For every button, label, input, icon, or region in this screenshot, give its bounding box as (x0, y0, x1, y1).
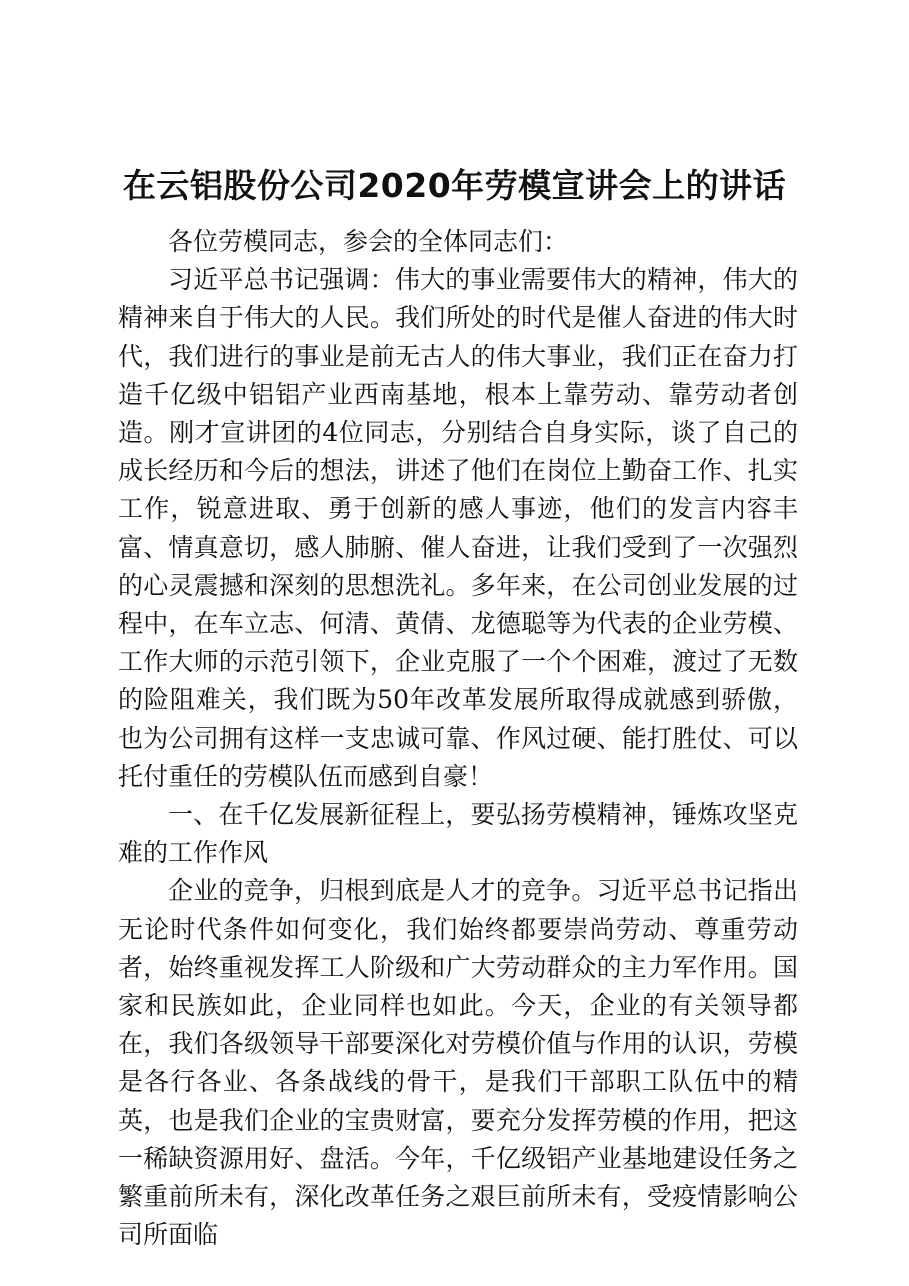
document-body (118, 223, 798, 1254)
section-heading-1: 一、在千亿发展新征程上，要弘扬劳模精神，锤炼攻坚克难的工作作风 (118, 800, 798, 868)
paragraph-section-1: 企业的竞争，归根到底是人才的竞争。习近平总书记指出无论时代条件如何变化，我们始终都要崇尚劳动、尊重劳动者，始终重视发挥工人阶级和广大劳动群众的主力军作用。国家和民族如此，企业同样也如此。今天，企业的有关领导都在，我们各级领导干部要深化对劳模价值与作用的认识，劳模是各行各业、各条战线的骨干，是我们干部职工队伍中的精英，也是我们企业的宝贵财富，要充分发挥劳模的作用，把这一稀缺资源用好、盘活。今年，千亿级铝产业基地建设任务之繁重前所未有，深化改革任务之艰巨前所未有，受疫情影响公司所面临 (118, 876, 798, 1250)
document-title: 在云铝股份公司2020年劳模宣讲会上的讲话 (122, 166, 787, 205)
paragraph-salutation: 各位劳模同志，参会的全体同志们： (168, 227, 569, 256)
paragraph-intro: 习近平总书记强调：伟大的事业需要伟大的精神，伟大的精神来自于伟大的人民。我们所处的时代是催人奋进的伟大时代，我们进行的事业是前无古人的伟大事业，我们正在奋力打造千亿级中铝铝产业西南基地，根本上靠劳动、靠劳动者创造。刚才宣讲团的4位同志，分别结合自身实际，谈了自己的成长经历和今后的想法，讲述了他们在岗位上勤奋工作、扎实工作，锐意进取、勇于创新的感人事迹，他们的发言内容丰富、情真意切，感人肺腑、催人奋进，让我们受到了一次强烈的心灵震撼和深刻的思想洗礼。多年来，在公司创业发展的过程中，在车立志、何清、黄倩、龙德聪等为代表的企业劳模、工作大师的示范引领下，企业克服了一个个困难，渡过了无数的险阻难关，我们既为50年改革发展所取得成就感到骄傲，也为公司拥有这样一支忠诚可靠、作风过硬、能打胜仗、可以托付重任的劳模队伍而感到自豪！ (118, 265, 798, 791)
